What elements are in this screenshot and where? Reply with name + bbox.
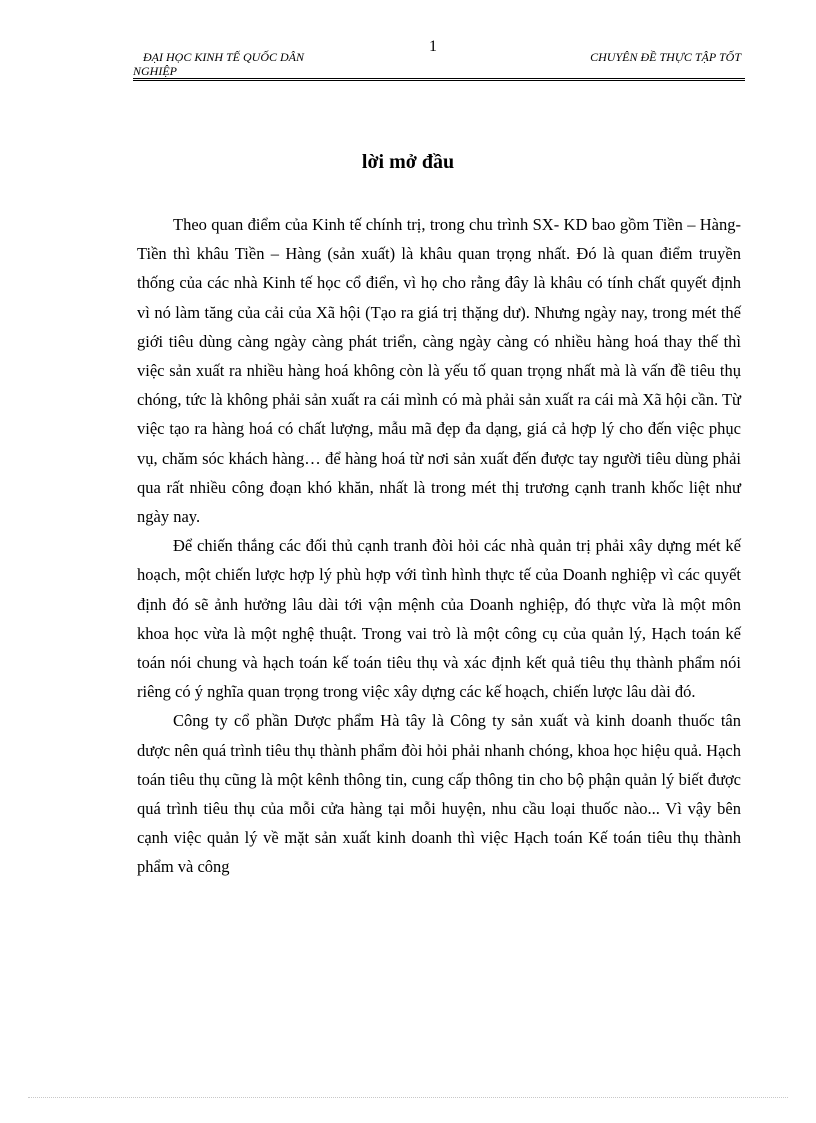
page-number: 1 (429, 38, 437, 55)
paragraph-3: Công ty cổ phần Dược phẩm Hà tây là Công ty sản xuất và kinh doanh thuốc tân dược nên quá trình tiêu thụ thành phẩm đòi hỏi phải nhanh chóng, khoa học hiệu quả. Hạch toán tiêu thụ cũng là một kênh thông tin, cung cấp thông tin cho bộ phận quản lý biết được quá trình tiêu thụ của mỗi cửa hàng tại mỗi huyện, nhu cầu loại thuốc nào... Vì vậy bên cạnh việc quản lý về mặt sản xuất kinh doanh thì việc Hạch toán Kế toán tiêu thụ thành phẩm và công (137, 711, 741, 877)
document-title: lời mở đầu (361, 151, 455, 173)
header-continuation: NGHIỆP (133, 64, 177, 78)
header-report-type: CHUYÊN ĐỀ THỰC TẬP TỐT (590, 50, 741, 64)
paragraph-2: Để chiến thắng các đối thủ cạnh tranh đòi hỏi các nhà quản trị phải xây dựng mét kế hoạch, một chiến lược hợp lý phù hợp với tình hình thực tế của Doanh nghiệp vì các quyết định đó sẽ ảnh hưởng lâu dài tới vận mệnh của Doanh nghiệp, đó thực vừa là một môn khoa học vừa là một nghệ thuật. Trong vai trò là một công cụ của quản lý, Hạch toán kế toán nói chung và hạch toán kế toán tiêu thụ và xác định kết quả tiêu thụ thành phẩm nói riêng có ý nghĩa quan trọng trong việc xây dựng các kế hoạch, chiến lược lâu dài đó. (137, 536, 741, 702)
footer-divider (28, 1097, 788, 1098)
header-divider (133, 78, 745, 81)
header-university-name: ĐẠI HỌC KINH TẾ QUỐC DÂN (143, 50, 305, 64)
document-body (137, 210, 741, 882)
header-university (133, 50, 348, 78)
page-header (133, 38, 745, 82)
paragraph-1: Theo quan điểm của Kinh tế chính trị, trong chu trình SX- KD bao gồm Tiền – Hàng- Tiền thì khâu Tiền – Hàng (sản xuất) là khâu quan trọng nhất. Đó là quan điểm truyền thống của các nhà Kinh tế học cổ điển, vì họ cho rằng đây là khâu có tính chất quyết định vì nó làm tăng của cải của Xã hội (Tạo ra giá trị thặng dư). Nhưng ngày nay, trong mét thế giới tiêu dùng càng ngày càng phát triển, càng ngày càng có nhiều hàng hoá thay thế thì việc sản xuất ra nhiều hàng hoá không còn là yếu tố quan trọng nhất mà là vấn đề tiêu thụ chóng, tức là không phải sản xuất ra cái mình có mà phải sản xuất ra cái mà Xã hội cần. Từ việc tạo ra hàng hoá có chất lượng, mẫu mã đẹp đa dạng, giá cả hợp lý cho đến việc phục vụ, chăm sóc khách hàng… để hàng hoá từ nơi sản xuất đến được tay người tiêu dùng phải qua rất nhiều công đoạn khó khăn, nhất là trong mét thị trương cạnh tranh khốc liệt như ngày nay. (137, 215, 741, 527)
